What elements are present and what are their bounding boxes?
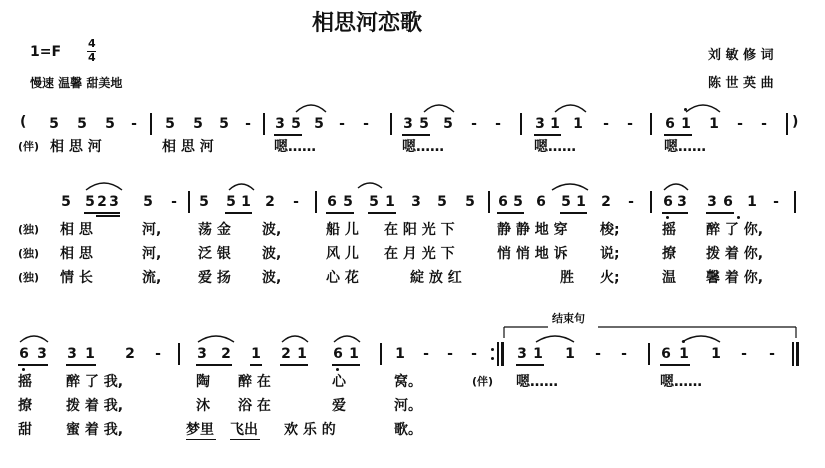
underline xyxy=(274,134,302,136)
lyric: 荡 金 xyxy=(198,222,231,238)
final-barline xyxy=(796,342,799,366)
lyric: 撩 xyxy=(662,246,676,262)
barline xyxy=(380,343,382,365)
accompaniment-tag: (伴) xyxy=(472,375,494,388)
dash: - xyxy=(471,346,477,362)
lyric: 馨 着 你, xyxy=(706,270,764,286)
slur xyxy=(424,105,454,112)
dash: - xyxy=(603,116,609,132)
underline xyxy=(660,364,690,366)
note: 1 xyxy=(533,346,543,362)
slur xyxy=(552,184,588,190)
lyric: 綻 放 红 xyxy=(410,270,462,286)
lyric: 说; xyxy=(600,246,620,262)
lyric: 在 月 光 下 xyxy=(384,246,455,262)
time-signature-bottom: 4 xyxy=(88,51,96,64)
barline xyxy=(188,191,190,213)
barline xyxy=(794,191,796,213)
solo-tag: (独) xyxy=(18,223,40,236)
underline xyxy=(662,212,688,214)
note: 6 xyxy=(663,194,673,210)
lyric: 摇 xyxy=(662,222,676,238)
note: 5 xyxy=(437,194,447,210)
note: 5 xyxy=(199,194,209,210)
slur xyxy=(229,184,254,190)
note: 6 xyxy=(536,194,546,210)
dash: - xyxy=(773,194,779,210)
octave-dot xyxy=(684,108,687,111)
lyric: 河, xyxy=(142,222,162,238)
lyric: 醉 了 我, xyxy=(66,374,124,390)
barline xyxy=(786,113,788,135)
note: 3 xyxy=(707,194,717,210)
underline xyxy=(196,364,232,366)
dash: - xyxy=(293,194,299,210)
dash: - xyxy=(741,346,747,362)
note: 3 xyxy=(109,194,119,210)
barline-thick xyxy=(501,342,504,366)
barline xyxy=(650,191,652,213)
paren-open: ( xyxy=(20,114,27,130)
barline xyxy=(497,342,499,366)
lyric: 歌。 xyxy=(394,422,422,438)
solo-tag: (独) xyxy=(18,271,40,284)
lyric: 河。 xyxy=(394,398,422,414)
lyric: 陶 xyxy=(196,374,210,390)
note: 5 xyxy=(561,194,571,210)
note: 1 xyxy=(576,194,586,210)
note: 3 xyxy=(535,116,545,132)
lyric: 情 长 xyxy=(60,270,93,286)
underline xyxy=(18,364,48,366)
ending-label: 结束句 xyxy=(552,312,585,325)
lyric: 波, xyxy=(262,222,282,238)
note: 5 xyxy=(419,116,429,132)
underline xyxy=(706,212,734,214)
dash: - xyxy=(155,346,161,362)
note: 3 xyxy=(411,194,421,210)
slur xyxy=(664,184,688,190)
dash: - xyxy=(423,346,429,362)
note: 6 xyxy=(327,194,337,210)
note: 6 xyxy=(333,346,343,362)
note: 5 xyxy=(219,116,229,132)
underline xyxy=(516,364,544,366)
barline xyxy=(792,342,794,366)
dash: - xyxy=(245,116,251,132)
note: 5 xyxy=(193,116,203,132)
note: 6 xyxy=(498,194,508,210)
lyric: 嗯…… xyxy=(660,374,702,390)
note: 1 xyxy=(681,116,691,132)
lyric: 梭; xyxy=(600,222,620,238)
lyric: 在 阳 光 下 xyxy=(384,222,455,238)
dash: - xyxy=(471,116,477,132)
lyric: 蜜 着 我, xyxy=(66,422,124,438)
dash: - xyxy=(447,346,453,362)
note: 1 xyxy=(747,194,757,210)
note: 1 xyxy=(573,116,583,132)
note: 5 xyxy=(77,116,87,132)
lyric: 波, xyxy=(262,270,282,286)
lyric: 相 思 河 xyxy=(162,139,214,155)
repeat-dot xyxy=(491,348,494,351)
slur xyxy=(296,105,326,112)
dash: - xyxy=(761,116,767,132)
lyric: 心 花 xyxy=(326,270,359,286)
slur xyxy=(555,105,586,112)
note: 1 xyxy=(385,194,395,210)
note: 5 xyxy=(465,194,475,210)
key-signature: 1=F xyxy=(30,44,62,60)
note: 2 xyxy=(125,346,135,362)
note: 5 xyxy=(443,116,453,132)
underline xyxy=(66,364,96,366)
slur xyxy=(682,336,720,342)
barline xyxy=(150,113,152,135)
lyric: 船 儿 xyxy=(326,222,359,238)
lyric: 甜 xyxy=(18,422,32,438)
lyric: 沐 xyxy=(196,398,210,414)
note: 5 xyxy=(343,194,353,210)
song-title: 相思河恋歌 xyxy=(312,11,423,36)
dash: - xyxy=(339,116,345,132)
slur xyxy=(282,336,308,342)
note: 1 xyxy=(85,346,95,362)
lyric: 波, xyxy=(262,246,282,262)
lyric: 拨 着 我, xyxy=(66,398,124,414)
octave-dot xyxy=(22,368,25,371)
lyric: 撩 xyxy=(18,398,32,414)
note: 6 xyxy=(661,346,671,362)
underline xyxy=(332,364,360,366)
note: 6 xyxy=(19,346,29,362)
lyricist-credit: 刘 敏 修 词 xyxy=(708,48,774,63)
lyric: 梦里 xyxy=(186,422,214,438)
dash: - xyxy=(769,346,775,362)
dash: - xyxy=(628,194,634,210)
note: 2 xyxy=(265,194,275,210)
lyric: 醉 在 xyxy=(238,374,271,390)
octave-dot xyxy=(737,216,740,219)
dash: - xyxy=(595,346,601,362)
lyric: 爱 xyxy=(332,398,346,414)
lyric: 嗯…… xyxy=(664,139,706,155)
dash: - xyxy=(737,116,743,132)
underline xyxy=(326,212,354,214)
underline xyxy=(402,134,430,136)
barline xyxy=(488,191,490,213)
note: 5 xyxy=(226,194,236,210)
note: 2 xyxy=(281,346,291,362)
lyric: 醉 了 你, xyxy=(706,222,764,238)
lyric: 相 思 xyxy=(60,222,93,238)
note: 1 xyxy=(550,116,560,132)
lyric: 摇 xyxy=(18,374,32,390)
lyric: 欢 乐 的 xyxy=(284,422,336,438)
note: 1 xyxy=(241,194,251,210)
lyric: 嗯…… xyxy=(534,139,576,155)
lyric: 飞出 xyxy=(230,422,258,438)
octave-dot xyxy=(666,216,669,219)
note: 1 xyxy=(349,346,359,362)
composer-credit: 陈 世 英 曲 xyxy=(708,76,774,91)
slur xyxy=(198,336,234,342)
note: 3 xyxy=(275,116,285,132)
note: 1 xyxy=(709,116,719,132)
lyric: 相 思 xyxy=(60,246,93,262)
lyric: 静 静 地 穿 xyxy=(497,222,568,238)
underline xyxy=(560,212,587,214)
note: 5 xyxy=(291,116,301,132)
dash: - xyxy=(171,194,177,210)
lyric-underline xyxy=(186,439,216,440)
lyric: 爱 扬 xyxy=(198,270,231,286)
underline xyxy=(84,212,120,214)
note: 5 xyxy=(165,116,175,132)
slur xyxy=(686,105,720,112)
lyric: 心 xyxy=(332,374,346,390)
lyric: 河, xyxy=(142,246,162,262)
tempo-marking: 慢速 温馨 甜美地 xyxy=(30,76,123,90)
slur xyxy=(20,336,48,342)
lyric: 风 儿 xyxy=(326,246,359,262)
note: 5 xyxy=(143,194,153,210)
note: 1 xyxy=(395,346,405,362)
lyric: 胜 xyxy=(560,270,574,286)
note: 3 xyxy=(37,346,47,362)
underline xyxy=(96,215,120,217)
note: 5 xyxy=(369,194,379,210)
note: 3 xyxy=(517,346,527,362)
note: 6 xyxy=(665,116,675,132)
note: 2 xyxy=(97,194,107,210)
underline xyxy=(250,364,262,366)
barline xyxy=(650,113,652,135)
note: 1 xyxy=(297,346,307,362)
note: 5 xyxy=(105,116,115,132)
lyric: 泛 银 xyxy=(198,246,231,262)
solo-tag: (独) xyxy=(18,247,40,260)
note: 1 xyxy=(679,346,689,362)
note: 3 xyxy=(197,346,207,362)
underline xyxy=(368,212,396,214)
slur xyxy=(334,336,360,342)
underline xyxy=(664,134,692,136)
barline xyxy=(178,343,180,365)
lyric: 窝。 xyxy=(394,374,422,390)
dash: - xyxy=(495,116,501,132)
lyric: 相 思 河 xyxy=(50,139,102,155)
note: 1 xyxy=(251,346,261,362)
lyric: 嗯…… xyxy=(516,374,558,390)
note: 3 xyxy=(403,116,413,132)
slur xyxy=(86,183,122,190)
note: 5 xyxy=(314,116,324,132)
note: 3 xyxy=(67,346,77,362)
paren-close: ) xyxy=(792,114,799,130)
barline xyxy=(390,113,392,135)
lyric-underline xyxy=(230,439,260,440)
lyric: 浴 在 xyxy=(238,398,271,414)
note: 1 xyxy=(711,346,721,362)
lyric: 流, xyxy=(142,270,162,286)
note: 5 xyxy=(85,194,95,210)
lyric: 嗯…… xyxy=(274,139,316,155)
dash: - xyxy=(363,116,369,132)
barline xyxy=(648,343,650,365)
lyric: 拨 着 你, xyxy=(706,246,764,262)
underline xyxy=(497,212,524,214)
underline xyxy=(225,212,252,214)
octave-dot xyxy=(336,368,339,371)
note: 2 xyxy=(221,346,231,362)
dash: - xyxy=(621,346,627,362)
slur xyxy=(358,183,382,188)
barline xyxy=(520,113,522,135)
note: 5 xyxy=(49,116,59,132)
note: 5 xyxy=(61,194,71,210)
lyric: 火; xyxy=(600,270,620,286)
dash: - xyxy=(131,116,137,132)
underline xyxy=(534,134,561,136)
note: 6 xyxy=(723,194,733,210)
note: 2 xyxy=(601,194,611,210)
dash: - xyxy=(627,116,633,132)
octave-dot xyxy=(682,340,685,343)
note: 3 xyxy=(677,194,687,210)
lyric: 温 xyxy=(662,270,676,286)
accompaniment-tag: (伴) xyxy=(18,140,40,153)
barline xyxy=(315,191,317,213)
slur xyxy=(536,336,574,342)
time-signature-top: 4 xyxy=(88,37,96,50)
note: 5 xyxy=(513,194,523,210)
lyric: 嗯…… xyxy=(402,139,444,155)
lyric: 悄 悄 地 诉 xyxy=(497,246,568,262)
note: 1 xyxy=(565,346,575,362)
repeat-dot xyxy=(491,357,494,360)
underline xyxy=(280,364,308,366)
barline xyxy=(263,113,265,135)
